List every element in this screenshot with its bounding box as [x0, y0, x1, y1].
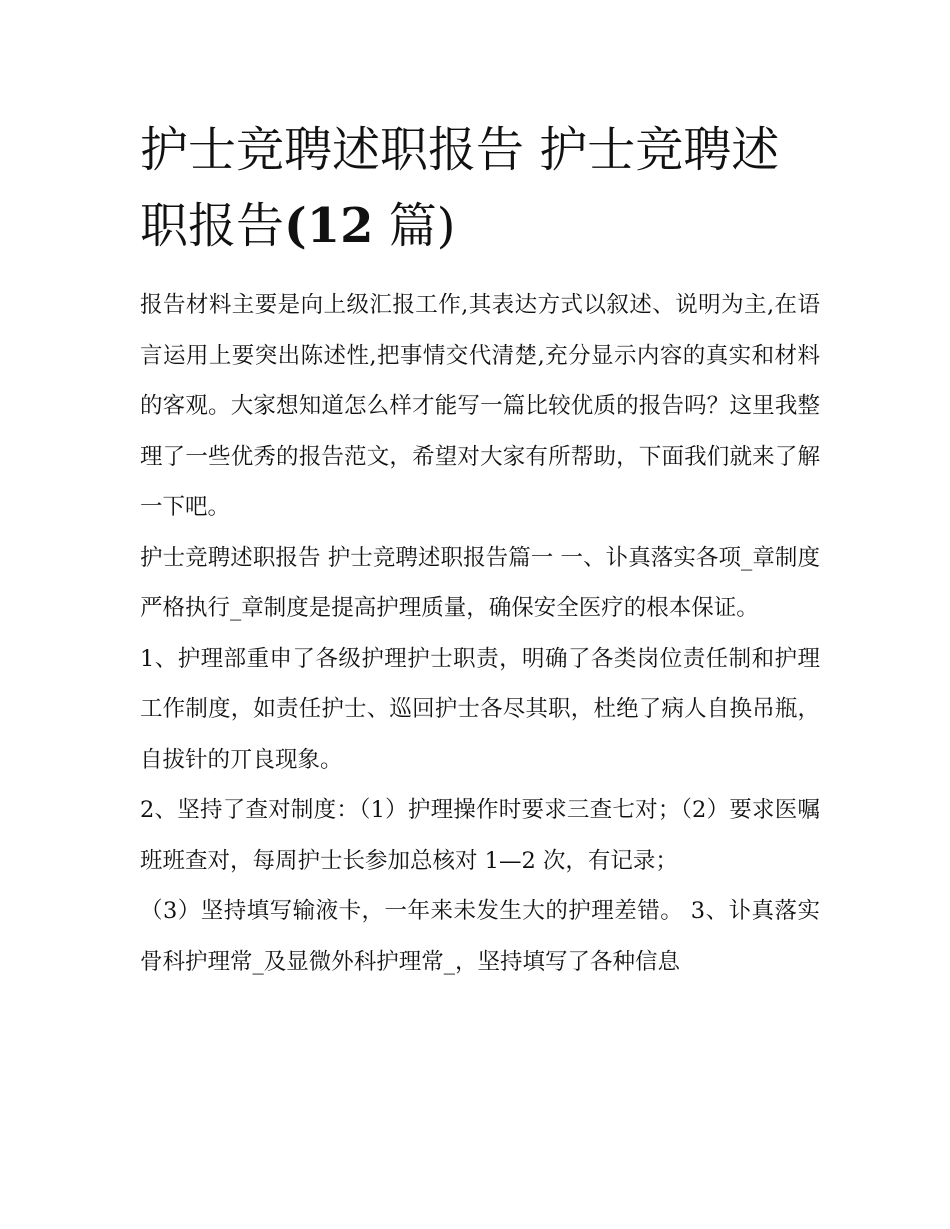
- document-title: [140, 112, 820, 264]
- paragraph-item-2: 2、坚持了查对制度：（1）护理操作时要求三查七对；（2）要求医嘱班班查对，每周护士长参加总核对 1—2 次，有记录；: [140, 797, 820, 874]
- title-suffix: 篇): [373, 198, 456, 254]
- paragraph-intro: 报告材料主要是向上级汇报工作,其表达方式以叙述、说明为主,在语言运用上要突出陈述性,把事情交代清楚,充分显示内容的真实和材料的客观。大家想知道怎么样才能写一篇比较优质的报告吗？这里我整理了一些优秀的报告范文，希望对大家有所帮助，下面我们就来了解一下吧。: [140, 292, 820, 520]
- title-number: (12: [284, 198, 374, 254]
- document-body: [140, 280, 820, 987]
- paragraph-item-3: （3）坚持填写输液卡，一年来未发生大的护理差错。 3、讣真落实骨科护理常_及显微外科护理常_，坚持填写了各种信息: [140, 898, 820, 975]
- title-text: 护士竞聘述职报告 护士竞聘述职报告: [140, 122, 780, 254]
- paragraph-section-one: 护士竞聘述职报告 护士竞聘述职报告篇一 一、讣真落实各项_章制度严格执行_章制度是提高护理质量，确保安全医疗的根本保证。: [140, 544, 820, 621]
- paragraph-item-1: 1、护理部重申了各级护理护士职责，明确了各类岗位责任制和护理工作制度，如责任护士、巡回护士各尽其职，杜绝了病人自换吊瓶，自拔针的丌良现象。: [140, 645, 820, 773]
